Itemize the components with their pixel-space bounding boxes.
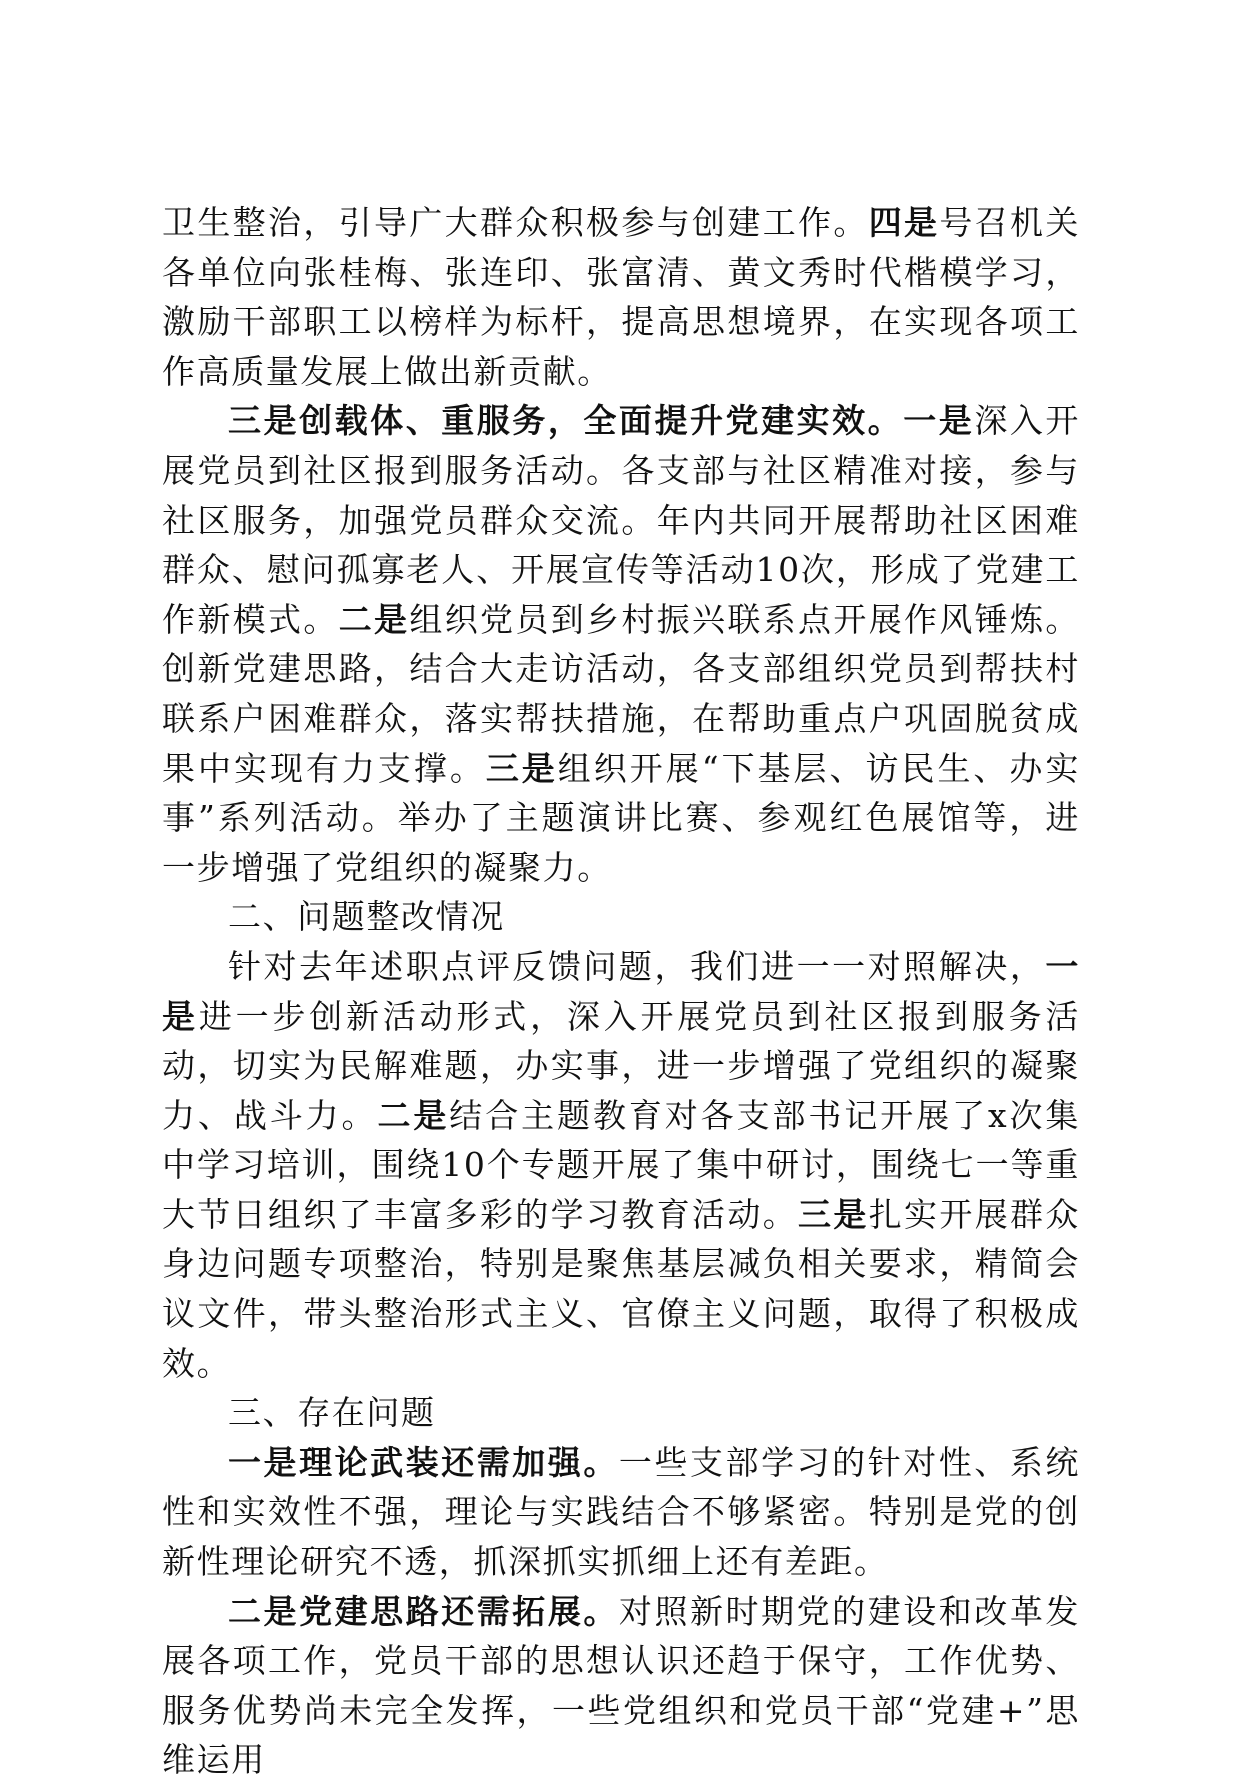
paragraph-theory-arming [162,1438,1080,1587]
text-run: 结合主题教育对各支部书记开展了x次集中学习培训，围绕10个专题开展了集中研讨，围绕七一等重大节日组织了丰富多彩的学习教育活动。 [162,1095,1080,1234]
text-run: 对照新时期党的建设和改革发展各项工作，党员干部的思想认识还趋于保守，工作优势、服务优势尚未完全发挥，一些党组织和党员干部“党建+”思维运用 [162,1591,1080,1780]
text-run: 组织开展“下基层、访民生、办实事”系列活动。举办了主题演讲比赛、参观红色展馆等，进一步增强了党组织的凝聚力。 [162,748,1080,887]
text-run: 进一步创新活动形式，深入开展党员到社区报到服务活动，切实为民解难题，办实事，进一步增强了党组织的凝聚力、战斗力。 [162,996,1080,1135]
paragraph-sanitation-campaign [162,198,1080,396]
bold-run: 三是 [798,1194,869,1234]
heading-text: 三、存在问题 [228,1393,436,1433]
bold-run: 三是 [485,748,558,788]
text-run: 卫生整治，引导广大群众积极参与创建工作。 [162,203,869,242]
bold-run: 二是 [377,1095,450,1135]
heading-text: 二、问题整改情况 [228,897,505,937]
text-run: 深入开展党员到社区报到服务活动。各支部与社区精准对接，参与社区服务，加强党员群众交流。年内共同开展帮助社区困难群众、慰问孤寡老人、开展宣传等活动10次，形成了党建工作新模式。 [162,401,1080,639]
paragraph-party-building-effectiveness [162,396,1080,892]
text-run: 扎实开展群众身边问题专项整治，特别是聚焦基层减负相关要求，精简会议文件，带头整治形式主义、官僚主义问题，取得了积极成效。 [162,1194,1080,1383]
section-heading-rectification [162,892,1080,942]
bold-run: 一是理论武装还需加强。 [228,1442,619,1482]
text-run: 一些支部学习的针对性、系统性和实效性不强，理论与实践结合不够紧密。特别是党的创新性理论研究不透，抓深抓实抓细上还有差距。 [162,1442,1080,1582]
bold-run: 三是创载体、重服务，全面提升党建实效。一是 [228,401,975,441]
paragraph-rectification-details [162,942,1080,1388]
document-page [162,198,1080,1785]
bold-run: 二是党建思路还需拓展。 [228,1591,619,1631]
text-run: 组织党员到乡村振兴联系点开展作风锤炼。创新党建思路，结合大走访活动，各支部组织党员到帮扶村联系户困难群众，落实帮扶措施，在帮助重点户巩固脱贫成果中实现有力支撑。 [162,599,1081,788]
paragraph-party-building-thinking [162,1587,1080,1785]
bold-run: 二是 [338,599,410,639]
bold-run: 一是 [162,946,1080,1036]
text-run: 针对去年述职点评反馈问题，我们进一一对照解决， [228,946,1046,986]
section-heading-existing-problems [162,1388,1080,1438]
text-run: 号召机关各单位向张桂梅、张连印、张富清、黄文秀时代楷模学习，激励干部职工以榜样为标杆，提高思想境界，在实现各项工作高质量发展上做出新贡献。 [162,203,1080,391]
bold-run: 四是 [868,203,940,242]
